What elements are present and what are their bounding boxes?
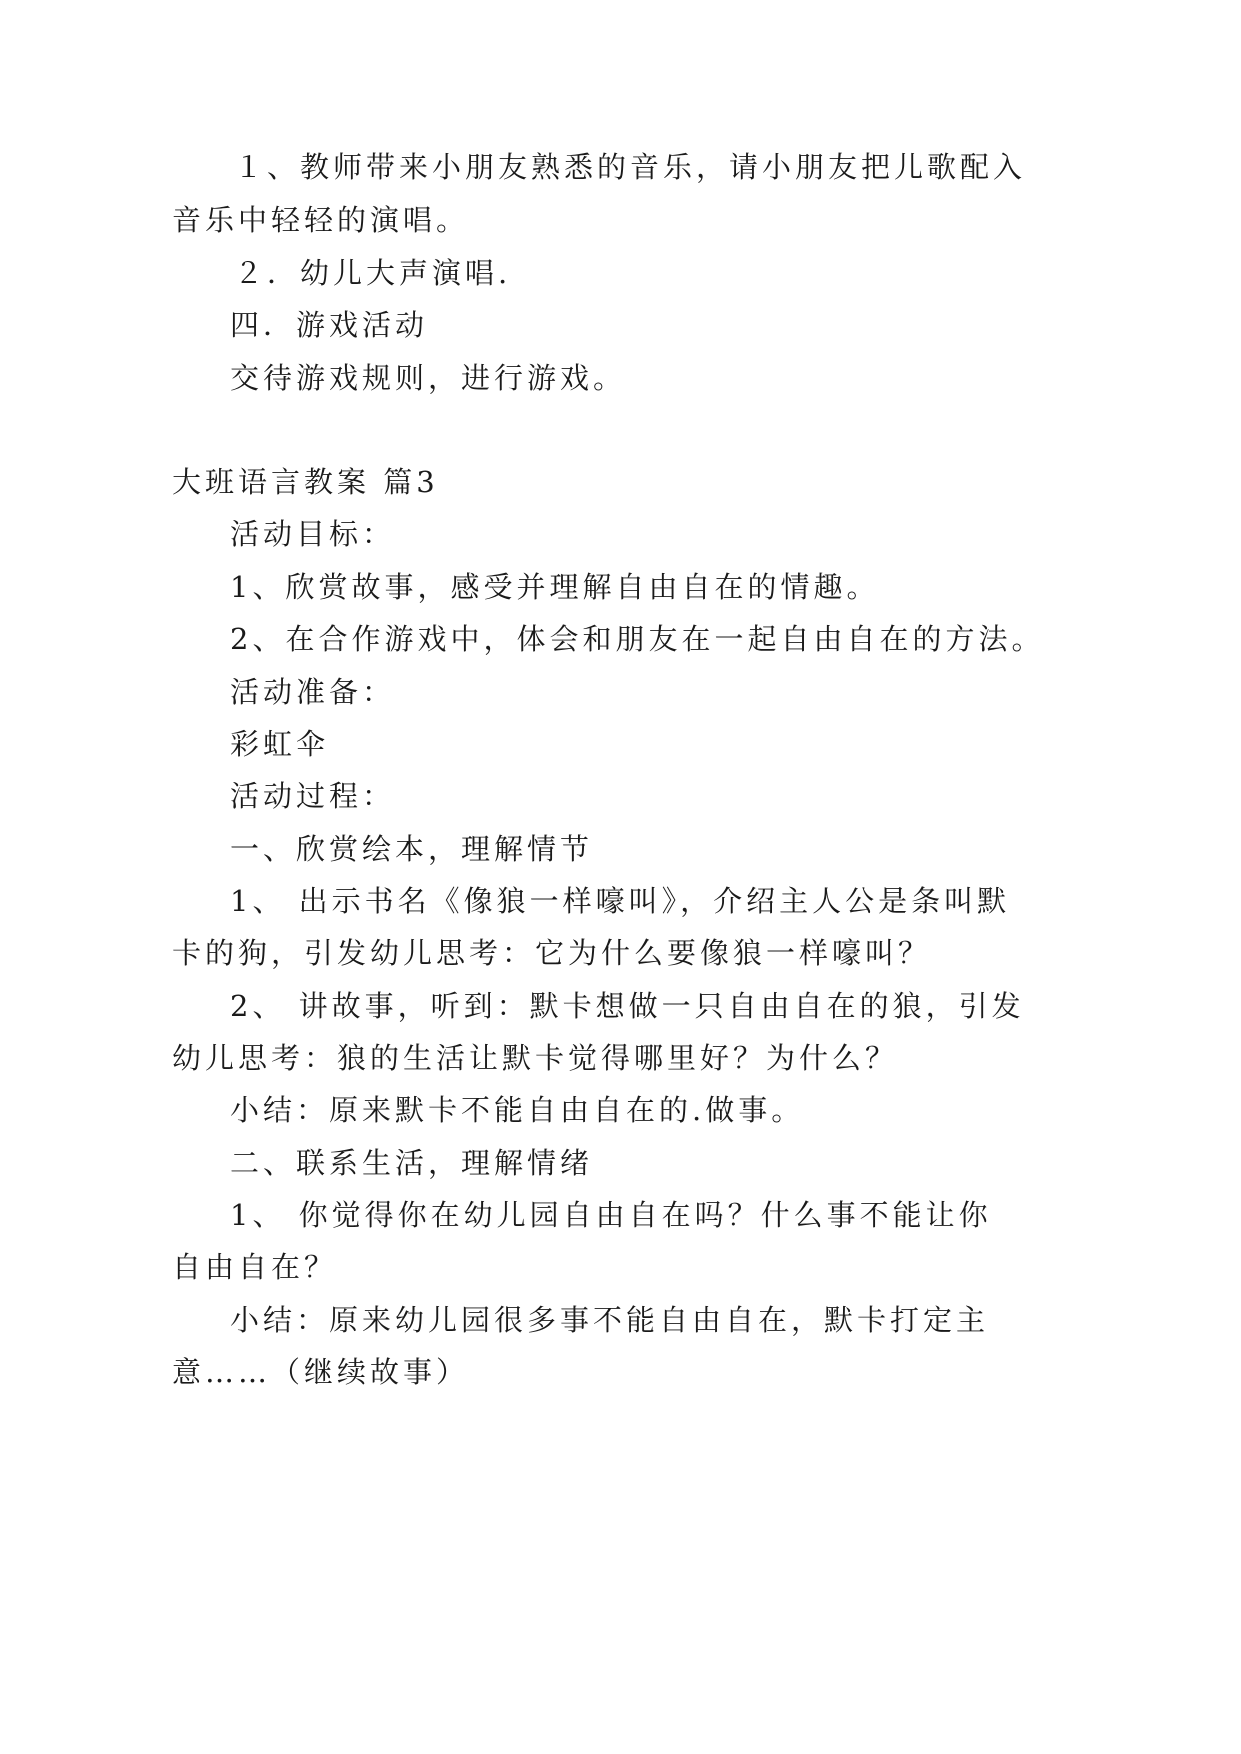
paragraph-line: 1、欣赏故事，感受并理解自由自在的情趣。 — [230, 570, 880, 604]
document-title: 大班语言教案 篇3 — [172, 465, 439, 499]
paragraph-line: 幼儿思考：狼的生活让默卡觉得哪里好？为什么？ — [172, 1041, 899, 1075]
paragraph-line: 音乐中轻轻的演唱。 — [172, 203, 470, 237]
section-heading: 四．游戏活动 — [230, 308, 429, 342]
paragraph-line: 彩虹伞 — [230, 727, 330, 761]
section-heading: 二、联系生活，理解情绪 — [230, 1146, 594, 1180]
paragraph-line: 1、 出示书名《像狼一样嚎叫》，介绍主人公是条叫默 — [230, 884, 1011, 918]
section-heading: 活动目标： — [230, 517, 396, 551]
paragraph-line: ２．幼儿大声演唱. — [234, 256, 512, 290]
paragraph-line: 自由自在？ — [172, 1250, 338, 1284]
paragraph-line: 交待游戏规则，进行游戏。 — [230, 361, 627, 395]
paragraph-line: １、教师带来小朋友熟悉的音乐，请小朋友把儿歌配入 — [234, 150, 1027, 184]
paragraph-line: 小结：原来默卡不能自由自在的.做事。 — [230, 1093, 805, 1127]
paragraph-line: 2、 讲故事，听到：默卡想做一只自由自在的狼，引发 — [230, 989, 1025, 1023]
paragraph-line: 意……（继续故事） — [172, 1355, 470, 1389]
section-heading: 一、欣赏绘本，理解情节 — [230, 832, 594, 866]
paragraph-line: 2、在合作游戏中，体会和朋友在一起自由自在的方法。 — [230, 622, 1045, 656]
section-heading: 活动过程： — [230, 779, 396, 813]
paragraph-line: 小结：原来幼儿园很多事不能自由自在，默卡打定主 — [230, 1303, 990, 1337]
paragraph-line: 卡的狗，引发幼儿思考：它为什么要像狼一样嚎叫？ — [172, 936, 932, 970]
section-heading: 活动准备： — [230, 675, 396, 709]
paragraph-line: 1、 你觉得你在幼儿园自由自在吗？什么事不能让你 — [230, 1198, 992, 1232]
